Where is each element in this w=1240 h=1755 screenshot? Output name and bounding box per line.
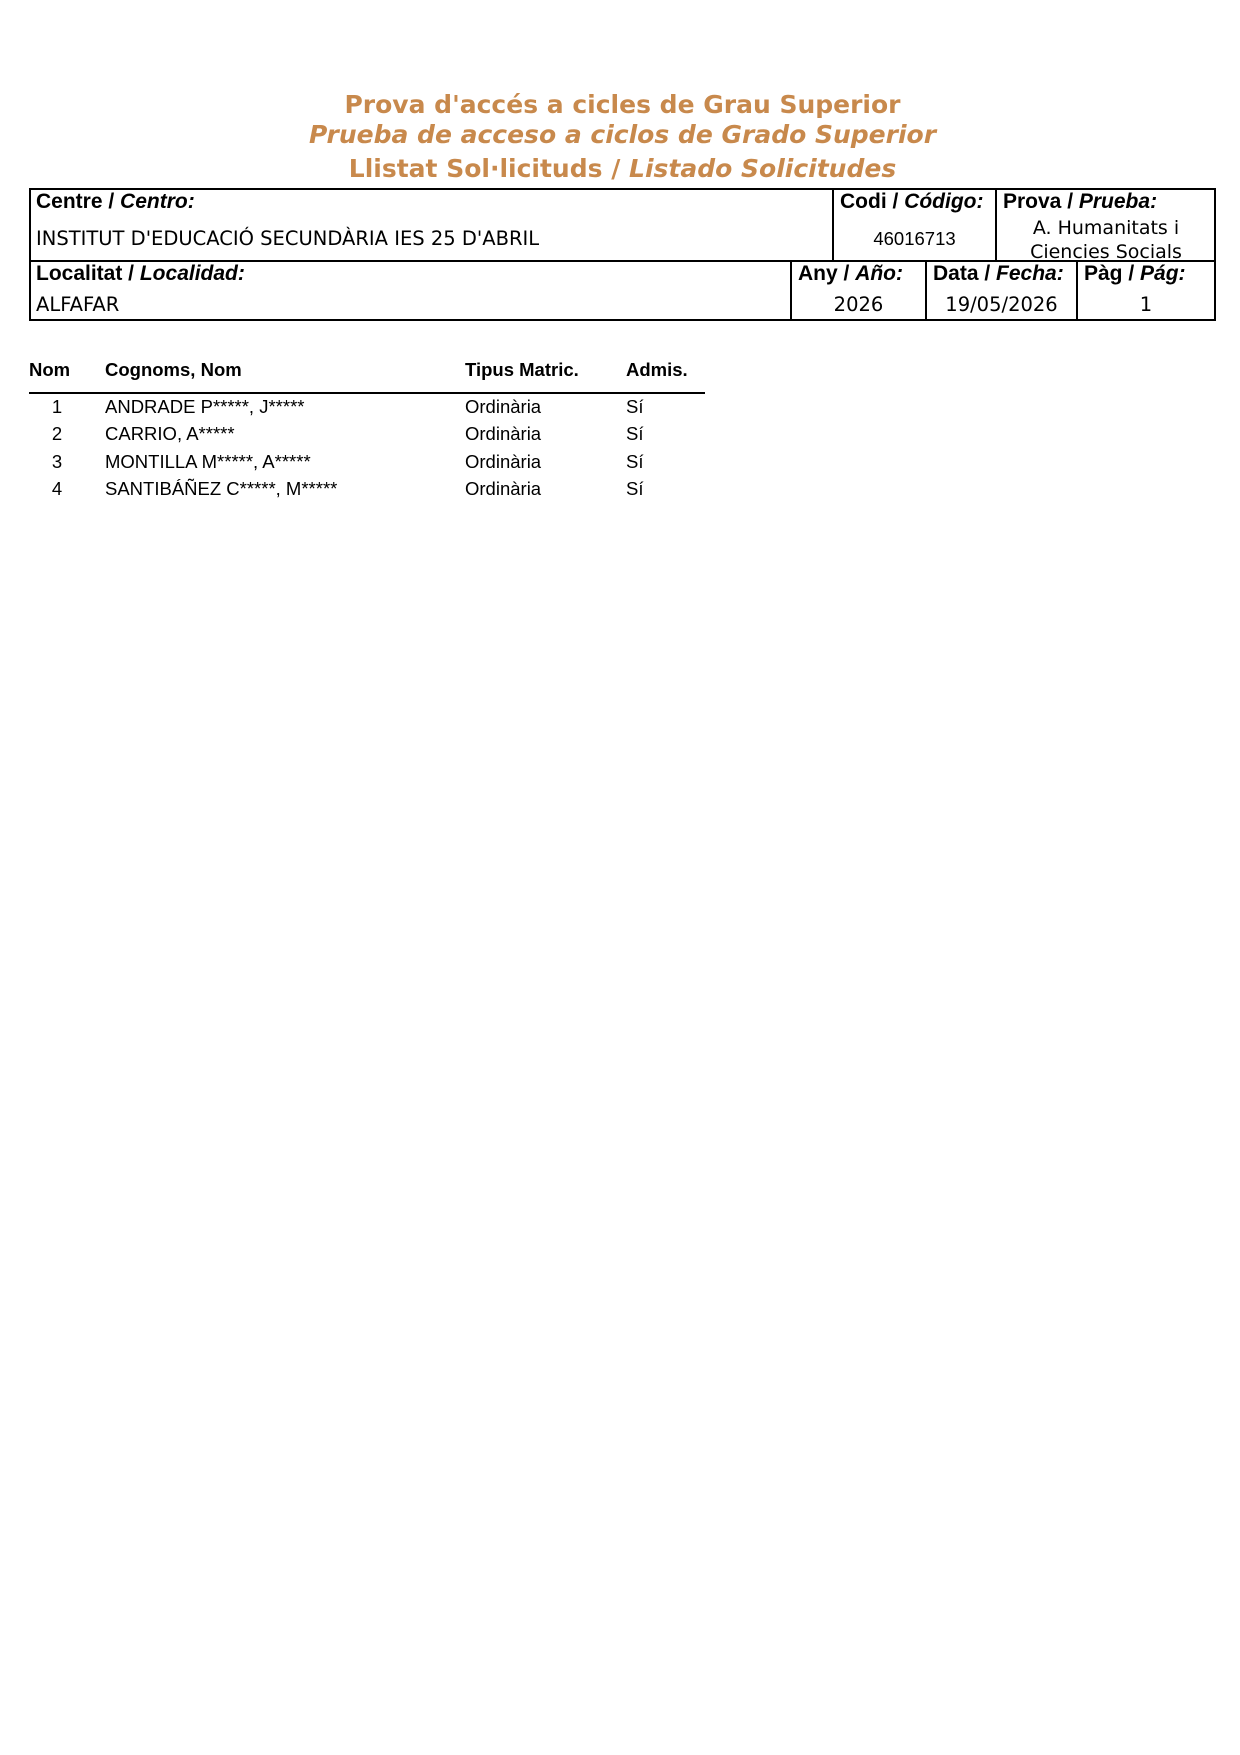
list-row: [29, 422, 729, 449]
codi-label-es: Código:: [904, 190, 984, 213]
pag-label-es: Pág:: [1140, 262, 1186, 285]
centre-label-es: Centro:: [120, 190, 195, 213]
row-number: 1: [51, 396, 63, 417]
data-label-es: Fecha:: [996, 262, 1064, 285]
row-enrolment-type: Ordinària: [465, 396, 542, 417]
data-value: 19/05/2026: [945, 293, 1058, 316]
row-name: CARRIO, A*****: [105, 423, 235, 445]
title-catalan: Prova d'accés a cicles de Grau Superior: [344, 90, 901, 119]
data-label-ca: Data /: [933, 262, 997, 285]
listing-title-spanish: Listado Solicitudes: [629, 154, 897, 183]
prova-label: [1003, 190, 1157, 214]
row-name: MONTILLA M*****, A*****: [105, 450, 311, 472]
row-admitted: Sí: [626, 396, 644, 417]
any-label-ca: Any /: [798, 262, 856, 285]
row-enrolment-type: Ordinària: [465, 423, 542, 445]
row-number: 2: [51, 423, 63, 445]
row-enrolment-type: Ordinària: [465, 478, 542, 500]
any-value: 2026: [833, 293, 884, 316]
row-name: ANDRADE P*****, J*****: [105, 396, 305, 417]
localitat-value: ALFAFAR: [36, 293, 120, 316]
col-header-type: Tipus Matric.: [465, 359, 579, 380]
title-spanish: Prueba de acceso a ciclos de Grado Superior: [308, 120, 937, 149]
codi-label: [840, 190, 983, 214]
list-body: [29, 395, 729, 505]
data-label: [933, 262, 1064, 286]
centre-value: INSTITUT D'EDUCACIÓ SECUNDÀRIA IES 25 D'ABRIL: [36, 227, 540, 250]
codi-value: 46016713: [873, 228, 956, 249]
pag-label: [1084, 262, 1186, 286]
prova-value: [997, 215, 1215, 261]
prova-value-line-1: A. Humanitats i: [1032, 217, 1180, 239]
codi-label-ca: Codi /: [840, 190, 905, 213]
list-row: [29, 450, 729, 477]
row-name: SANTIBÁÑEZ C*****, M*****: [105, 478, 338, 500]
listing-title: [29, 154, 1216, 184]
col-header-num: Nom: [29, 359, 71, 380]
any-label-es: Año:: [855, 262, 904, 285]
listing-title-catalan: Llistat Sol·licituds /: [348, 154, 630, 183]
prova-label-es: Prueba:: [1078, 190, 1158, 213]
prova-label-ca: Prova /: [1003, 190, 1079, 213]
localitat-label: [36, 262, 245, 286]
col-header-name: Cognoms, Nom: [105, 359, 242, 380]
pag-label-ca: Pàg /: [1084, 262, 1141, 285]
list-row: [29, 395, 729, 422]
row-admitted: Sí: [626, 423, 644, 445]
list-header: [29, 358, 729, 382]
row-enrolment-type: Ordinària: [465, 450, 542, 472]
prova-value-line-2: Ciencies Socials: [1030, 241, 1182, 261]
row-admitted: Sí: [626, 450, 644, 472]
col-header-admis: Admis.: [626, 359, 688, 380]
pag-value: 1: [1139, 293, 1153, 316]
centre-label: [36, 190, 195, 214]
any-label: [798, 262, 903, 286]
centre-label-ca: Centre /: [36, 190, 121, 213]
row-admitted: Sí: [626, 478, 644, 500]
localitat-label-ca: Localitat /: [36, 262, 140, 285]
list-row: [29, 477, 729, 504]
row-number: 3: [51, 450, 63, 472]
list-header-rule: [29, 392, 705, 394]
row-number: 4: [51, 478, 63, 500]
localitat-label-es: Localidad:: [139, 262, 245, 285]
